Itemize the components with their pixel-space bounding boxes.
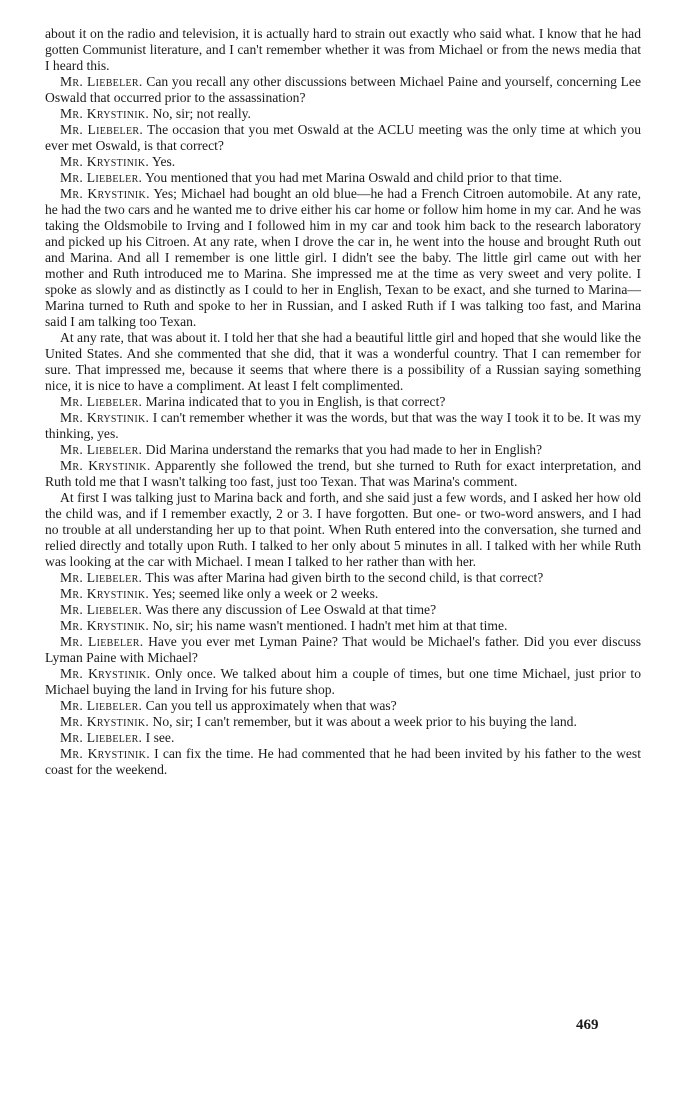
speaker-name: Mr. Liebeler. [60, 730, 143, 745]
speaker-name: Mr. Krystinik. [60, 458, 151, 473]
testimony-paragraph [45, 106, 641, 122]
testimony-paragraph [45, 186, 641, 330]
paragraph-text: No, sir; I can't remember, but it was about a week prior to his buying the land. [152, 714, 577, 729]
testimony-paragraph [45, 698, 641, 714]
speaker-name: Mr. Liebeler. [60, 602, 143, 617]
paragraph-text: The occasion that you met Oswald at the ACLU meeting was the only time at which you ever met Oswald, is that correct? [45, 122, 642, 153]
paragraph-text: Marina indicated that to you in English, is that correct? [145, 394, 446, 409]
testimony-paragraph [45, 442, 641, 458]
paragraph-text: At first I was talking just to Marina back and forth, and she said just a few words, and I asked her how old the child was, and if I remember exactly, 2 or 3. I have forgotten. But one- or two-word answers, and I had no trouble at all understanding her up to that point. When Ruth entered into the conversation, she turned and relied directly and totally upon Ruth. I talked to her only about 5 minutes in all. I talked with her while Ruth was looking at the car with Michael. I mean I talked to her rather than with her. [45, 490, 641, 569]
paragraph-text: about it on the radio and television, it is actually hard to strain out exactly who said what. I know that he had gotten Communist literature, and I can't remember whether it was from Michael or from the news media that I heard this. [45, 26, 641, 73]
speaker-name: Mr. Liebeler. [60, 394, 143, 409]
testimony-paragraph [45, 570, 641, 586]
testimony-paragraph [45, 666, 641, 698]
speaker-name: Mr. Liebeler. [60, 170, 143, 185]
paragraph-text: You mentioned that you had met Marina Oswald and child prior to that time. [145, 170, 563, 185]
testimony-paragraph [45, 122, 641, 154]
paragraph-text: Yes; Michael had bought an old blue—he had a French Citroen automobile. At any rate, he had the two cars and he wanted me to drive either his car home or follow him home in my car. And he was taking the Oldsmobile to Irving and I followed him in my car and took him back to the research laboratory and picked up his Citroen. At any rate, when I drove the car in, he went into the house and brought Ruth out and Marina. And all I remember is one little girl. I didn't see the baby. The little girl came out with her mother and Ruth introduced me to Marina. She impressed me at the time as very sweet and very polite. I spoke as slowly and as distinctly as I could to her in English, Texan to be exact, and she turned to Marina—Marina turned to Ruth and spoke to her in Russian, and I asked Ruth if I was talking too fast, and Marina said I am talking too Texan. [45, 186, 641, 329]
narrative-paragraph [45, 490, 641, 570]
narrative-paragraph [45, 330, 641, 394]
paragraph-text: I can't remember whether it was the words, but that was the way I took it to be. It was my thinking, yes. [45, 410, 641, 441]
speaker-name: Mr. Krystinik. [60, 154, 150, 169]
testimony-paragraph [45, 714, 641, 730]
testimony-paragraph [45, 458, 641, 490]
testimony-paragraph [45, 602, 641, 618]
testimony-paragraph [45, 394, 641, 410]
speaker-name: Mr. Krystinik. [60, 106, 150, 121]
paragraph-text: No, sir; his name wasn't mentioned. I hadn't met him at that time. [152, 618, 508, 633]
speaker-name: Mr. Krystinik. [60, 618, 150, 633]
paragraph-text: This was after Marina had given birth to the second child, is that correct? [145, 570, 544, 585]
paragraph-text: I can fix the time. He had commented that he had been invited by his father to the west coast for the weekend. [45, 746, 641, 777]
paragraph-text: Yes; seemed like only a week or 2 weeks. [152, 586, 379, 601]
paragraph-text: Have you ever met Lyman Paine? That would be Michael's father. Did you ever discuss Lyman Paine with Michael? [45, 634, 641, 665]
testimony-paragraph [45, 154, 641, 170]
paragraph-text: Apparently she followed the trend, but she turned to Ruth for exact interpretation, and Ruth told me that I wasn't talking too fast, just too Texan. That was Marina's comment. [45, 458, 642, 489]
speaker-name: Mr. Liebeler. [60, 442, 143, 457]
speaker-name: Mr. Krystinik. [60, 714, 150, 729]
speaker-name: Mr. Krystinik. [60, 586, 150, 601]
testimony-paragraph [45, 746, 641, 778]
speaker-name: Mr. Krystinik. [60, 746, 150, 761]
paragraph-text: Can you recall any other discussions between Michael Paine and yourself, concerning Lee Oswald that occurred prior to the assassination? [45, 74, 641, 105]
testimony-paragraph [45, 410, 641, 442]
paragraph-text: Can you tell us approximately when that was? [145, 698, 397, 713]
page-number: 469 [576, 1017, 599, 1033]
speaker-name: Mr. Liebeler. [60, 74, 143, 89]
speaker-name: Mr. Liebeler. [60, 122, 144, 137]
testimony-text [45, 26, 641, 778]
paragraph-text: At any rate, that was about it. I told her that she had a beautiful little girl and hoped that she would like the United States. And she commented that she did, that it was a wonderful country. That I can remember for sure. That impressed me, because it seems that where there is a possibility of a Russian saying something nice, it is nice to have a compliment. At least I felt complimented. [45, 330, 641, 393]
testimony-paragraph [45, 634, 641, 666]
testimony-paragraph [45, 730, 641, 746]
speaker-name: Mr. Krystinik. [60, 666, 151, 681]
paragraph-text: Only once. We talked about him a couple of times, but one time Michael, just prior to Michael buying the land in Irving for his future shop. [45, 666, 641, 697]
paragraph-text: No, sir; not really. [152, 106, 251, 121]
speaker-name: Mr. Liebeler. [60, 634, 144, 649]
paragraph-text: I see. [145, 730, 175, 745]
testimony-paragraph [45, 586, 641, 602]
paragraph-text: Yes. [152, 154, 176, 169]
testimony-paragraph [45, 74, 641, 106]
speaker-name: Mr. Krystinik. [60, 186, 150, 201]
paragraph-text: Was there any discussion of Lee Oswald at that time? [145, 602, 437, 617]
speaker-name: Mr. Krystinik. [60, 410, 150, 425]
paragraph-text: Did Marina understand the remarks that you had made to her in English? [145, 442, 543, 457]
speaker-name: Mr. Liebeler. [60, 698, 143, 713]
testimony-paragraph [45, 618, 641, 634]
narrative-paragraph [45, 26, 641, 74]
speaker-name: Mr. Liebeler. [60, 570, 143, 585]
testimony-paragraph [45, 170, 641, 186]
